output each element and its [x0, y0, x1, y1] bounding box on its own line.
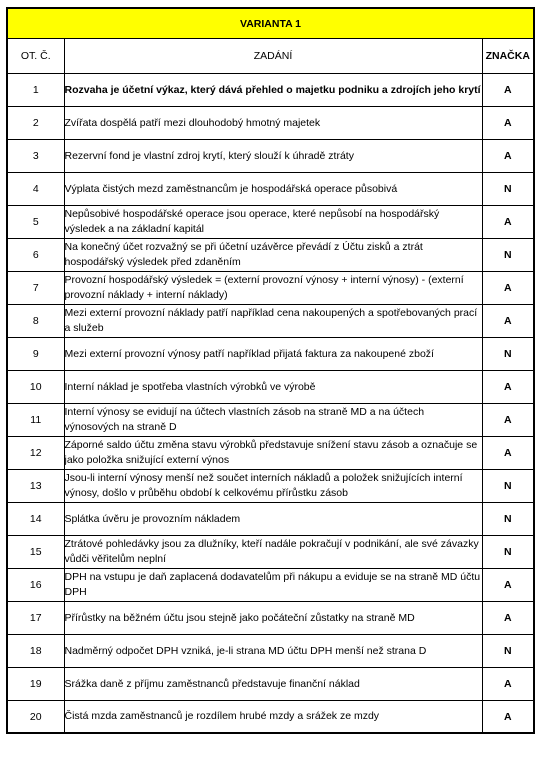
row-mark: N — [482, 338, 534, 371]
row-statement: Na konečný účet rozvažný se při účetní uzávěrce převádí z Účtu zisků a ztrát hospodářský výsledek před zdaněním — [64, 239, 482, 272]
row-statement: Splátka úvěru je provozním nákladem — [64, 503, 482, 536]
row-number: 18 — [7, 635, 64, 668]
table-row — [7, 602, 534, 635]
row-statement: DPH na vstupu je daň zaplacená dodavatelům při nákupu a eviduje se na straně MD účtu DPH — [64, 569, 482, 602]
row-statement: Výplata čistých mezd zaměstnancům je hospodářská operace působivá — [64, 173, 482, 206]
column-header-mark: ZNAČKA — [482, 39, 534, 74]
table-row — [7, 404, 534, 437]
row-mark: A — [482, 668, 534, 701]
table-row — [7, 74, 534, 107]
table-row — [7, 635, 534, 668]
table-row — [7, 272, 534, 305]
row-statement: Mezi externí provozní náklady patří například cena nakoupených a spotřebovaných prací a služeb — [64, 305, 482, 338]
row-number: 14 — [7, 503, 64, 536]
row-number: 19 — [7, 668, 64, 701]
row-mark: N — [482, 239, 534, 272]
row-number: 11 — [7, 404, 64, 437]
row-statement: Interní náklad je spotřeba vlastních výrobků ve výrobě — [64, 371, 482, 404]
row-mark: A — [482, 701, 534, 734]
row-statement: Přírůstky na běžném účtu jsou stejně jako počáteční zůstatky na straně MD — [64, 602, 482, 635]
row-mark: A — [482, 272, 534, 305]
row-number: 9 — [7, 338, 64, 371]
row-number: 17 — [7, 602, 64, 635]
row-mark: A — [482, 305, 534, 338]
row-mark: N — [482, 470, 534, 503]
row-number: 6 — [7, 239, 64, 272]
table-row — [7, 503, 534, 536]
table-row — [7, 173, 534, 206]
row-number: 1 — [7, 74, 64, 107]
row-mark: N — [482, 536, 534, 569]
row-mark: A — [482, 206, 534, 239]
table-row — [7, 338, 534, 371]
table-row — [7, 437, 534, 470]
row-mark: A — [482, 74, 534, 107]
row-statement: Rezervní fond je vlastní zdroj krytí, který slouží k úhradě ztráty — [64, 140, 482, 173]
row-number: 3 — [7, 140, 64, 173]
variant-title: VARIANTA 1 — [7, 8, 534, 39]
row-mark: N — [482, 503, 534, 536]
row-statement: Záporné saldo účtu změna stavu výrobků představuje snížení stavu zásob a označuje se jako položka snižující externí výnos — [64, 437, 482, 470]
row-statement: Nadměrný odpočet DPH vzniká, je-li strana MD účtu DPH menší než strana D — [64, 635, 482, 668]
row-number: 15 — [7, 536, 64, 569]
row-number: 16 — [7, 569, 64, 602]
row-number: 8 — [7, 305, 64, 338]
row-mark: N — [482, 173, 534, 206]
rows-body — [7, 74, 534, 734]
row-mark: A — [482, 569, 534, 602]
row-statement: Rozvaha je účetní výkaz, který dává přehled o majetku podniku a zdrojích jeho krytí — [64, 74, 482, 107]
row-number: 4 — [7, 173, 64, 206]
row-mark: N — [482, 635, 534, 668]
table-row — [7, 701, 534, 734]
row-number: 2 — [7, 107, 64, 140]
row-statement: Interní výnosy se evidují na účtech vlastních zásob na straně MD a na účtech výnosových na straně D — [64, 404, 482, 437]
row-mark: A — [482, 437, 534, 470]
table-row — [7, 536, 534, 569]
row-mark: A — [482, 371, 534, 404]
row-number: 13 — [7, 470, 64, 503]
row-statement: Srážka daně z příjmu zaměstnanců představuje finanční náklad — [64, 668, 482, 701]
table-row — [7, 305, 534, 338]
row-mark: A — [482, 140, 534, 173]
table-row — [7, 206, 534, 239]
header-row — [7, 39, 534, 74]
row-statement: Nepůsobivé hospodářské operace jsou operace, které nepůsobí na hospodářský výsledek a na základní kapitál — [64, 206, 482, 239]
table-row — [7, 140, 534, 173]
row-mark: A — [482, 602, 534, 635]
table-row — [7, 107, 534, 140]
table-row — [7, 239, 534, 272]
table-row — [7, 371, 534, 404]
row-statement: Mezi externí provozní výnosy patří například přijatá faktura za nakoupené zboží — [64, 338, 482, 371]
row-statement: Čistá mzda zaměstnanců je rozdílem hrubé mzdy a srážek ze mzdy — [64, 701, 482, 734]
table-row — [7, 668, 534, 701]
table-row — [7, 470, 534, 503]
row-number: 20 — [7, 701, 64, 734]
quiz-table — [6, 7, 535, 734]
row-statement: Jsou-li interní výnosy menší než součet interních nákladů a položek snižujících interní výnosy, došlo v průběhu období k celkovému přírůstku zásob — [64, 470, 482, 503]
row-statement: Zvířata dospělá patří mezi dlouhodobý hmotný majetek — [64, 107, 482, 140]
column-header-number: OT. Č. — [7, 39, 64, 74]
row-statement: Provozní hospodářský výsledek = (externí provozní výnosy + interní výnosy) - (externí provozní náklady + interní náklady) — [64, 272, 482, 305]
row-mark: A — [482, 404, 534, 437]
row-number: 10 — [7, 371, 64, 404]
row-statement: Ztrátové pohledávky jsou za dlužníky, kteří nadále pokračují v podnikání, ale své závazky vůdči věřitelům neplní — [64, 536, 482, 569]
row-number: 7 — [7, 272, 64, 305]
column-header-task: ZADÁNÍ — [64, 39, 482, 74]
row-mark: A — [482, 107, 534, 140]
row-number: 12 — [7, 437, 64, 470]
table-row — [7, 569, 534, 602]
row-number: 5 — [7, 206, 64, 239]
